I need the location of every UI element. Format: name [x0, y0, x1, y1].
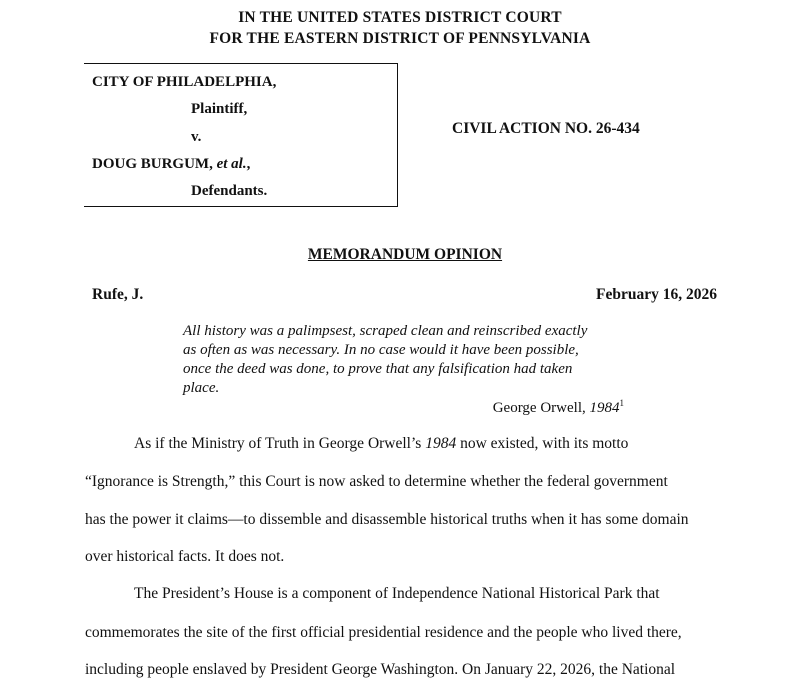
defendant-comma: ,: [246, 156, 251, 172]
document-title: MEMORANDUM OPINION: [307, 246, 503, 263]
epigraph-author: George Orwell,: [492, 400, 590, 416]
plaintiff-name: CITY OF PHILADELPHIA,: [92, 74, 277, 90]
opinion-date: February 16, 2026: [596, 286, 717, 303]
body-paragraph-1-line-2: “Ignorance is Strength,” this Court is now asked to determine whether the federal government: [85, 473, 668, 490]
versus-label: v.: [191, 129, 202, 145]
footnote-marker[interactable]: 1: [619, 398, 624, 408]
p1-l1-work: 1984: [425, 435, 457, 452]
defendant-name-text: DOUG BURGUM,: [92, 156, 213, 172]
court-name-line-1: IN THE UNITED STATES DISTRICT COURT: [238, 9, 562, 26]
epigraph-work: 1984: [589, 400, 620, 416]
p1-l1-part-a: As if the Ministry of Truth in George Orwell’s: [134, 435, 426, 452]
body-paragraph-2-line-1: The President’s House is a component of Independence National Historical Park that: [134, 585, 660, 602]
defendant-role: Defendants.: [191, 183, 268, 199]
body-paragraph-2-line-2: commemorates the site of the first official presidential residence and the people who lived there,: [85, 624, 682, 641]
epigraph-attribution: [493, 398, 624, 417]
p1-l1-part-b: now existed, with its motto: [456, 435, 629, 452]
judge-name: Rufe, J.: [92, 286, 144, 303]
epigraph-line-1: All history was a palimpsest, scraped clean and reinscribed exactly: [183, 323, 588, 339]
body-paragraph-2-line-3: including people enslaved by President George Washington. On January 22, 2026, the National: [85, 661, 676, 678]
civil-action-number: CIVIL ACTION NO. 26-434: [452, 120, 640, 137]
defendant-name: [92, 156, 250, 173]
defendant-etal: et al.: [216, 156, 247, 172]
epigraph-line-4: place.: [183, 380, 220, 396]
court-name-line-2: FOR THE EASTERN DISTRICT OF PENNSYLVANIA: [209, 30, 591, 47]
body-paragraph-1-line-1: [134, 435, 628, 453]
plaintiff-role: Plaintiff,: [191, 101, 248, 117]
body-paragraph-1-line-3: has the power it claims—to dissemble and disassemble historical truths when it has some domain: [85, 511, 689, 528]
body-paragraph-1-line-4: over historical facts. It does not.: [85, 548, 285, 565]
epigraph-line-3: once the deed was done, to prove that any falsification had taken: [183, 361, 573, 377]
epigraph-line-2: as often as was necessary. In no case would it have been possible,: [183, 342, 579, 358]
